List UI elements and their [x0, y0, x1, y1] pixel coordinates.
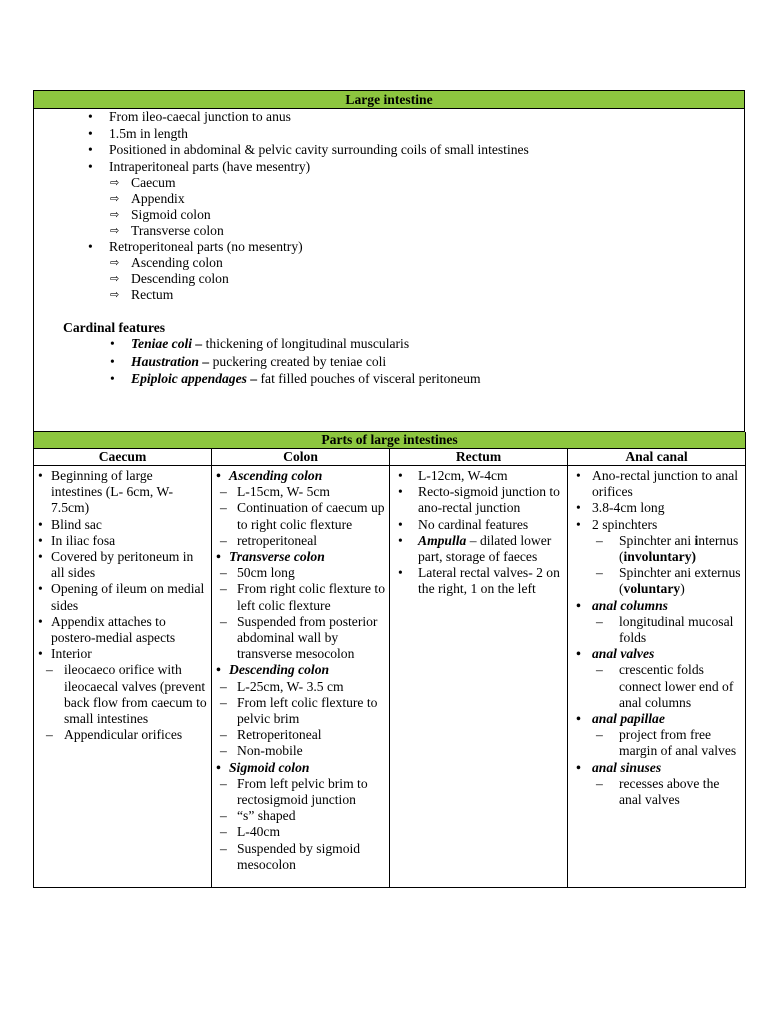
list-item: – L-40cm: [212, 824, 385, 840]
caecum-cell: [34, 466, 212, 888]
sub-list-item: ⇨ Sigmoid colon: [110, 206, 211, 222]
arrow-right-icon: ⇨: [110, 207, 120, 221]
anal-canal-list: [568, 466, 745, 808]
arrow-right-icon: ⇨: [110, 223, 120, 237]
colon-list: [212, 466, 389, 873]
list-item: – retroperitoneal: [212, 533, 385, 549]
list-item: – recesses above the anal valves: [568, 776, 741, 808]
list-item: • Intraperitoneal parts (have mesentry) ⇨ Caecum ⇨ Appendix ⇨ Sigmoid colon ⇨ Transverse colon: [34, 159, 529, 239]
list-item: • Interior: [34, 646, 207, 662]
list-item: • In iliac fosa: [34, 533, 207, 549]
list-item: • Opening of ileum on medial sides: [34, 581, 207, 613]
bullet-icon: •: [88, 109, 93, 124]
list-item: • Retroperitoneal parts (no mesentry) ⇨ Ascending colon ⇨ Descending colon ⇨ Rectum: [34, 239, 529, 303]
list-item: • Appendix attaches to postero-medial aspects: [34, 614, 207, 646]
ampulla-term: Ampulla: [418, 532, 467, 548]
transverse-colon-heading: • Transverse colon: [212, 549, 385, 565]
list-item: • Epiploic appendages – fat filled pouches of visceral peritoneum: [110, 371, 481, 386]
anal-sinuses-heading: • anal sinuses: [568, 760, 741, 776]
list-item: – From left pelvic brim to rectosigmoid junction: [212, 776, 385, 808]
list-item: • Recto-sigmoid junction to ano-rectal junction: [390, 484, 563, 516]
column-header-caecum: Caecum: [34, 449, 212, 466]
list-item: • Positioned in abdominal & pelvic cavity surrounding coils of small intestines: [88, 142, 529, 157]
sub-list-item: ⇨ Caecum: [110, 174, 176, 190]
list-item: – Non-mobile: [212, 743, 385, 759]
list-item: • 3.8-4cm long: [568, 500, 741, 516]
sub-list-item: ⇨ Rectum: [110, 286, 174, 302]
list-item: – Appendicular orifices: [34, 727, 207, 743]
bullet-icon: •: [88, 125, 93, 141]
sub-list-item: ⇨ Appendix: [110, 190, 185, 206]
list-item: – Continuation of caecum up to right colic flexture: [212, 500, 385, 532]
list-item: • Teniae coli – thickening of longitudinal muscularis: [110, 336, 410, 351]
anal-valves-heading: • anal valves: [568, 646, 741, 662]
arrow-right-icon: ⇨: [110, 175, 120, 189]
arrow-right-icon: ⇨: [110, 271, 120, 285]
list-item: • 2 spinchters: [568, 517, 741, 533]
anal-canal-cell: [568, 466, 746, 888]
sub-list-item: ⇨ Ascending colon: [110, 254, 223, 270]
list-item: – From right colic flexture to left colic flexture: [212, 581, 385, 613]
list-item: • 1.5m in length: [88, 125, 188, 141]
bullet-icon: •: [110, 336, 115, 351]
ascending-colon-heading: • Ascending colon: [212, 468, 385, 484]
parts-header: Parts of large intestines: [34, 432, 746, 449]
list-item: • From ileo-caecal junction to anus: [88, 109, 291, 124]
list-item: • Lateral rectal valves- 2 on the right, 1 on the left: [390, 565, 563, 597]
list-item: – ileocaeco orifice with ileocaecal valves (prevent back flow from caecum to small intestines: [34, 662, 207, 727]
bullet-icon: •: [110, 371, 115, 386]
arrow-right-icon: ⇨: [110, 255, 120, 269]
document-page: [33, 90, 745, 888]
list-item: – “s” shaped: [212, 808, 385, 824]
column-header-anal-canal: Anal canal: [568, 449, 746, 466]
caecum-list: [34, 466, 211, 743]
bullet-icon: •: [110, 353, 115, 369]
rectum-list: [390, 466, 567, 598]
cardinal-features-list: [34, 336, 481, 389]
list-item: • Blind sac: [34, 517, 207, 533]
retroperitoneal-sublist: [34, 255, 529, 303]
list-item: • Ano-rectal junction to anal orifices: [568, 468, 741, 500]
list-item: – longitudinal mucosal folds: [568, 614, 741, 646]
anal-columns-heading: • anal columns: [568, 598, 741, 614]
list-item: – L-15cm, W- 5cm: [212, 484, 385, 500]
large-intestine-list: [34, 109, 529, 303]
list-item: – Suspended from posterior abdominal wall by transverse mesocolon: [212, 614, 385, 663]
list-item: • Covered by peritoneum in all sides: [34, 549, 207, 581]
column-header-rectum: Rectum: [390, 449, 568, 466]
large-intestine-header: Large intestine: [34, 91, 744, 109]
descending-colon-heading: • Descending colon: [212, 662, 385, 678]
list-item: – 50cm long: [212, 565, 385, 581]
arrow-right-icon: ⇨: [110, 287, 120, 301]
list-item: • Ampulla – dilated lower part, storage of faeces: [390, 533, 563, 565]
cardinal-features-title: Cardinal features: [63, 320, 166, 335]
column-header-colon: Colon: [212, 449, 390, 466]
arrow-right-icon: ⇨: [110, 191, 120, 205]
list-item: – project from free margin of anal valves: [568, 727, 741, 759]
list-item: • Haustration – puckering created by teniae coli: [110, 353, 387, 369]
list-item: – Spinchter ani internus (involuntary): [568, 533, 741, 565]
sigmoid-colon-heading: • Sigmoid colon: [212, 760, 385, 776]
colon-cell: [212, 466, 390, 888]
bullet-icon: •: [88, 238, 93, 254]
bullet-icon: •: [88, 142, 93, 157]
rectum-cell: [390, 466, 568, 888]
list-item: • No cardinal features: [390, 517, 563, 533]
list-item: – L-25cm, W- 3.5 cm: [212, 679, 385, 695]
list-item: • Beginning of large intestines (L- 6cm, W-7.5cm): [34, 468, 207, 517]
sub-list-item: ⇨ Transverse colon: [110, 222, 224, 238]
bullet-icon: •: [88, 158, 93, 174]
list-item: – Spinchter ani externus (voluntary): [568, 565, 741, 597]
list-item: – Retroperitoneal: [212, 727, 385, 743]
list-item: – crescentic folds connect lower end of anal columns: [568, 662, 741, 711]
list-item: – From left colic flexture to pelvic brim: [212, 695, 385, 727]
large-intestine-section: [33, 90, 745, 432]
sub-list-item: ⇨ Descending colon: [110, 270, 229, 286]
list-item: – Suspended by sigmoid mesocolon: [212, 841, 385, 873]
anal-papillae-heading: • anal papillae: [568, 711, 741, 727]
list-item: • L-12cm, W-4cm: [390, 468, 563, 484]
parts-table: [33, 432, 746, 888]
intraperitoneal-sublist: [34, 175, 529, 239]
